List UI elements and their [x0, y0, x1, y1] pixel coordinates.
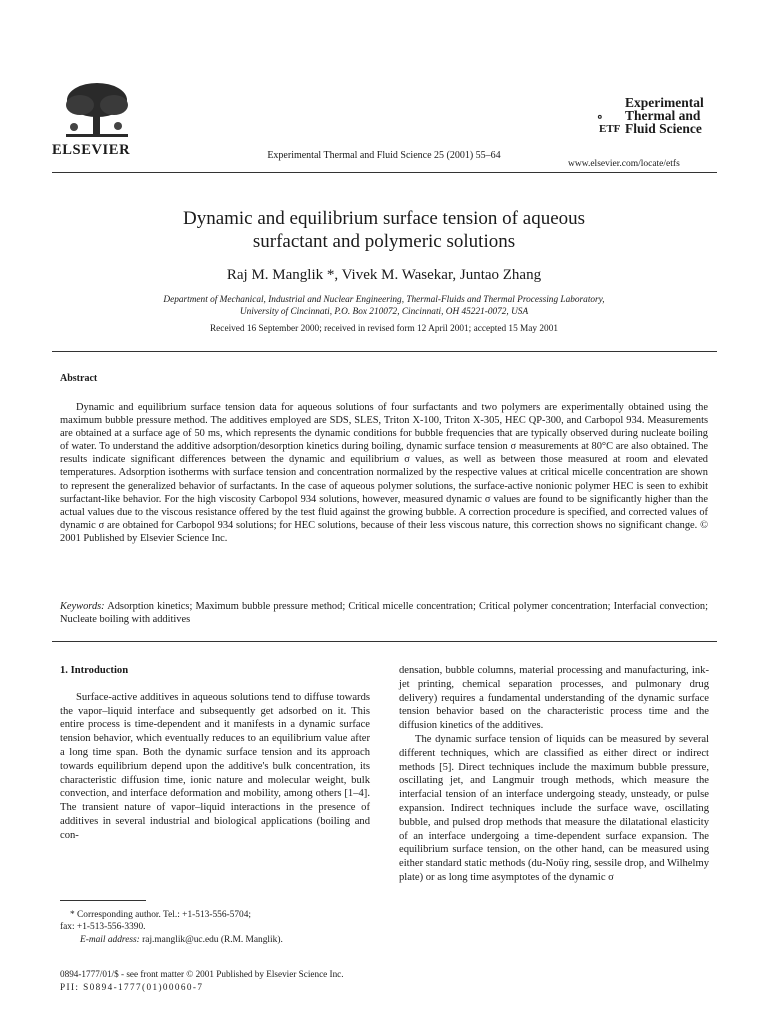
elsevier-tree-logo: [58, 80, 136, 142]
affiliation-line: University of Cincinnati, P.O. Box 210072, Cincinnati, OH 45221-0072, USA: [239, 307, 529, 317]
abstract-heading: Abstract: [60, 373, 98, 384]
journal-logo-title: [625, 96, 704, 135]
received-dates: Received 16 September 2000; received in revised form 12 April 2001; accepted 15 May 2001: [209, 324, 558, 334]
header-rule: [52, 172, 717, 173]
journal-logo-line: Thermal and: [625, 108, 701, 123]
footnote-line: * Corresponding author. Tel.: +1-513-556-5704;: [70, 910, 251, 920]
intro-paragraph-cont: densation, bubble columns, material processing and manufacturing, ink-jet printing, chemical separation processes, and pulmonary drug delivery) requires a fundamental understanding of the dynamic surface tension behavior based on the characteristic process time and the diffusion kinetics of the additives.: [399, 665, 709, 732]
journal-logo-line: Fluid Science: [625, 121, 702, 136]
email-address[interactable]: raj.manglik@uc.edu (R.M. Manglik).: [139, 934, 283, 945]
pii-line: PII: S0894-1777(01)00060-7: [60, 981, 204, 992]
affiliation: [0, 294, 768, 318]
issn-line: 0894-1777/01/$ - see front matter © 2001 Published by Elsevier Science Inc.: [60, 969, 344, 979]
abstract-top-rule: [52, 351, 717, 352]
abstract-bottom-rule: [52, 641, 717, 642]
section-heading: 1. Introduction: [60, 665, 129, 676]
article-title: [0, 207, 768, 253]
footnote-rule: [60, 900, 146, 901]
author-list: Raj M. Manglik *, Vivek M. Wasekar, Juntao Zhang: [226, 267, 542, 283]
journal-reference: Experimental Thermal and Fluid Science 25 (2001) 55–64: [267, 150, 501, 161]
journal-logo-line: Experimental: [625, 95, 704, 110]
keywords-text: Adsorption kinetics; Maximum bubble pressure method; Critical micelle concentration; Critical polymer concentration; Interfacial convection; Nucleate boiling with additives: [60, 601, 708, 626]
bottom-info: [60, 968, 344, 993]
title-line: surfactant and polymeric solutions: [252, 231, 516, 252]
email-label: E-mail address:: [80, 934, 140, 945]
right-column: [399, 664, 709, 885]
intro-paragraph: Surface-active additives in aqueous solutions tend to diffuse towards the vapor–liquid interface and subsequently get adsorbed on it. This entire process is time-dependent and it manifests in a dynamic surface tension behavior, which eventually reduces to an equilibrium value after a long time span. Both the dynamic surface tension and its approach towards equilibrium depend upon the additive's bulk concentration, its characteristic diffusion time, ionic nature and molecular weight, bulk convection, and interface deformation and mobility, among others [1–4]. The transient nature of vapor–liquid interactions in the presence of additives in several industrial and biological applications (boiling and con-: [60, 691, 370, 841]
journal-url[interactable]: www.elsevier.com/locate/etfs: [568, 159, 680, 169]
title-line: Dynamic and equilibrium surface tension of aqueous: [182, 208, 586, 229]
footnote: [60, 909, 370, 946]
footnote-email: [60, 934, 370, 946]
keywords-label: Keywords:: [60, 601, 105, 612]
left-column: [60, 664, 370, 843]
journal-logo-abbrev: ETF: [599, 123, 621, 135]
affiliation-line: Department of Mechanical, Industrial and Nuclear Engineering, Thermal-Fluids and Thermal Processing Laboratory,: [163, 295, 605, 305]
publisher-name: ELSEVIER: [52, 142, 131, 158]
abstract-text: Dynamic and equilibrium surface tension data for aqueous solutions of four surfactants and two polymers are experimentally obtained using the maximum bubble pressure method. The additives employed are SDS, SLES, Triton X-100, Triton X-305, HEC QP-300, and Carbopol 934. Measurements are obtained at a surface age of 50 ms, which represents the dynamic conditions for bubble frequencies that are typically observed during nucleate boiling of water. To understand the additive adsorption/desorption kinetics during boiling, dynamic surface tension σ measurements at 80°C are also obtained. The results indicate significant differences between the dynamic and equilibrium σ values, as well as between those measured at room and elevated temperatures. Adsorption isotherms with surface tension and concentration normalized by the respective values at critical micelle concentration are shown to represent the generalized behavior of surfactants. In the case of aqueous polymer solutions, the surface-active nonionic polymer HEC is seen to exhibit surfactant-like behavior. For the high viscosity Carbopol 934 solutions, however, measured dynamic σ values are found to be significantly higher than the actual values due to the viscous resistance offered by the test fluid against the growing bubble. A correction procedure is specified, and corrected values of dynamic σ are obtained for Carbopol 934 solutions; for HEC solutions, because of their less viscous nature, this correction shows no significant change. © 2001 Published by Elsevier Science Inc.: [60, 402, 708, 544]
intro-paragraph-2: The dynamic surface tension of liquids can be measured by several different techniques, which are classified as either direct or indirect methods [5]. Direct techniques include the maximum bubble pressure, oscillating jet, and Langmuir trough methods, which measure the interfacial tension of an interface undergoing steady, unsteady, or pulse expansion. Indirect techniques include the surface wave, oscillating bubble, and pulsed drop methods that measure the dilatational elasticity of an interface undergoing a time-dependent surface expansion. The equilibrium surface tension, on the other hand, can be measured using either standard static methods (du-Noüy ring, sessile drop, and Wilhelmy plate) or as long time asymptotes of the dynamic σ: [399, 733, 709, 883]
footnote-line: fax: +1-513-556-3390.: [60, 922, 146, 933]
keywords: [60, 600, 708, 626]
